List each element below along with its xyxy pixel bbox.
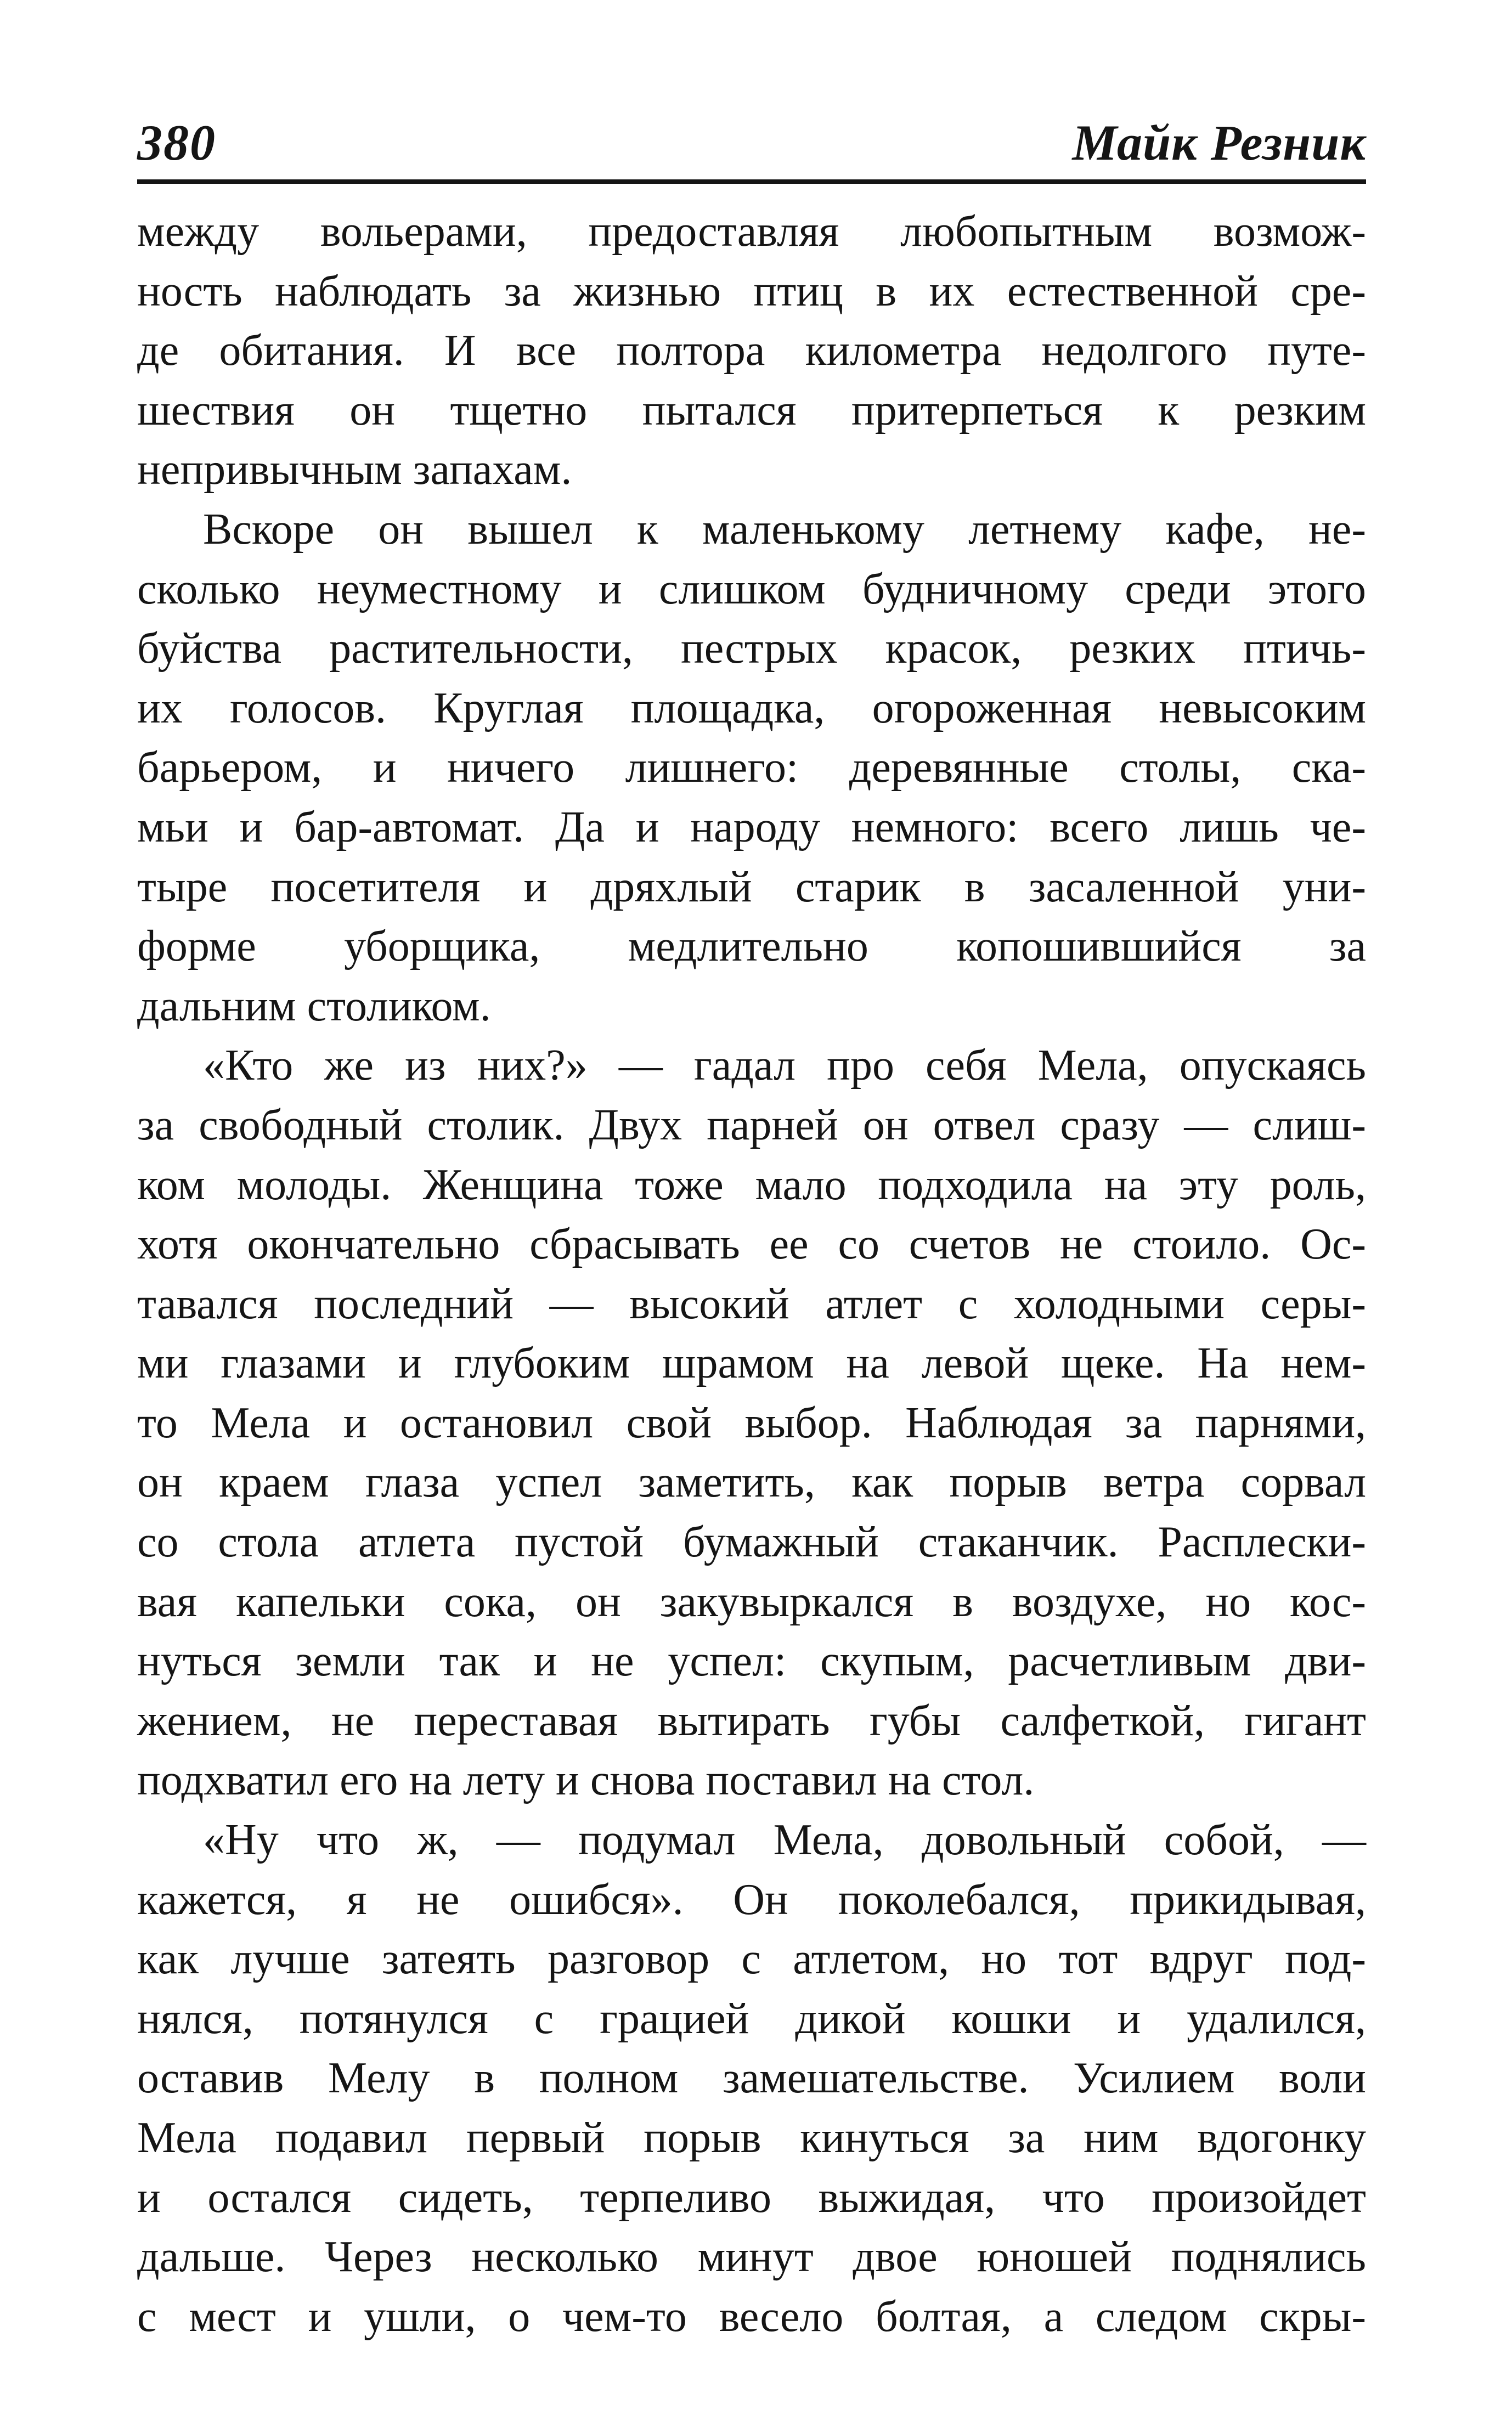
page-header	[137, 107, 1366, 189]
text-line: жением, не переставая вытирать губы салфеткой, гигант	[137, 1696, 1366, 1745]
text-line: подхватил его на лету и снова поставил на стол.	[137, 1756, 1035, 1805]
text-line: между вольерами, предоставляя любопытным возмож-	[137, 207, 1366, 256]
text-line: вая капельки сока, он закувыркался в воздухе, но кос-	[137, 1577, 1366, 1626]
text-line: «Кто же из них?» — гадал про себя Мела, опускаясь	[203, 1041, 1366, 1090]
running-head-author: Майк Резник	[1072, 115, 1366, 171]
text-line: тыре посетителя и дряхлый старик в засаленной уни-	[137, 862, 1366, 911]
text-line: мьи и бар-автомат. Да и народу немного: всего лишь че-	[137, 803, 1366, 851]
text-line: де обитания. И все полтора километра недолгого путе-	[137, 326, 1366, 375]
text-line: шествия он тщетно пытался притерпеться к резким	[137, 386, 1366, 434]
text-line: кажется, я не ошибся». Он поколебался, прикидывая,	[137, 1875, 1366, 1924]
text-line: Вскоре он вышел к маленькому летнему кафе, не-	[203, 505, 1366, 554]
text-line: хотя окончательно сбрасывать ее со счетов не стоило. Ос-	[137, 1220, 1366, 1269]
page-number: 380	[137, 115, 216, 171]
text-line: то Мела и остановил свой выбор. Наблюдая за парнями,	[137, 1398, 1366, 1447]
text-line: «Ну что ж, — подумал Мела, довольный собой, —	[203, 1816, 1366, 1865]
text-line: и остался сидеть, терпеливо выжидая, что произойдет	[137, 2173, 1366, 2222]
text-line: ми глазами и глубоким шрамом на левой щеке. На нем-	[137, 1339, 1366, 1388]
body-text	[137, 202, 1366, 2346]
text-line: дальше. Через несколько минут двое юношей поднялись	[137, 2233, 1366, 2282]
text-line: сколько неуместному и слишком будничному среди этого	[137, 565, 1366, 613]
text-line: Мела подавил первый порыв кинуться за ним вдогонку	[137, 2114, 1366, 2162]
text-line: оставив Мелу в полном замешательстве. Усилием воли	[137, 2054, 1366, 2103]
text-line: за свободный столик. Двух парней он отвел сразу — слиш-	[137, 1100, 1366, 1149]
text-line: ком молоды. Женщина тоже мало подходила на эту роль,	[137, 1160, 1366, 1209]
text-line: как лучше затеять разговор с атлетом, но тот вдруг под-	[137, 1935, 1366, 1984]
text-line: с мест и ушли, о чем-то весело болтая, а следом скры-	[137, 2292, 1366, 2341]
text-line: дальним столиком.	[137, 981, 491, 1030]
text-line: со стола атлета пустой бумажный стаканчик. Расплески-	[137, 1518, 1366, 1567]
text-line: буйства растительности, пестрых красок, резких птичь-	[137, 624, 1366, 673]
text-line: ность наблюдать за жизнью птиц в их естественной сре-	[137, 267, 1366, 315]
header-rule	[137, 179, 1366, 184]
text-line: нялся, потянулся с грацией дикой кошки и удалился,	[137, 1994, 1366, 2043]
text-line: непривычным запахам.	[137, 445, 572, 494]
text-line: барьером, и ничего лишнего: деревянные столы, ска-	[137, 743, 1366, 792]
text-line: он краем глаза успел заметить, как порыв ветра сорвал	[137, 1458, 1366, 1507]
text-line: нуться земли так и не успел: скупым, расчетливым дви-	[137, 1637, 1366, 1686]
text-line: тавался последний — высокий атлет с холодными серы-	[137, 1279, 1366, 1328]
text-line: их голосов. Круглая площадка, огороженная невысоким	[137, 684, 1366, 732]
text-line: форме уборщика, медлительно копошившийся за	[137, 922, 1366, 971]
